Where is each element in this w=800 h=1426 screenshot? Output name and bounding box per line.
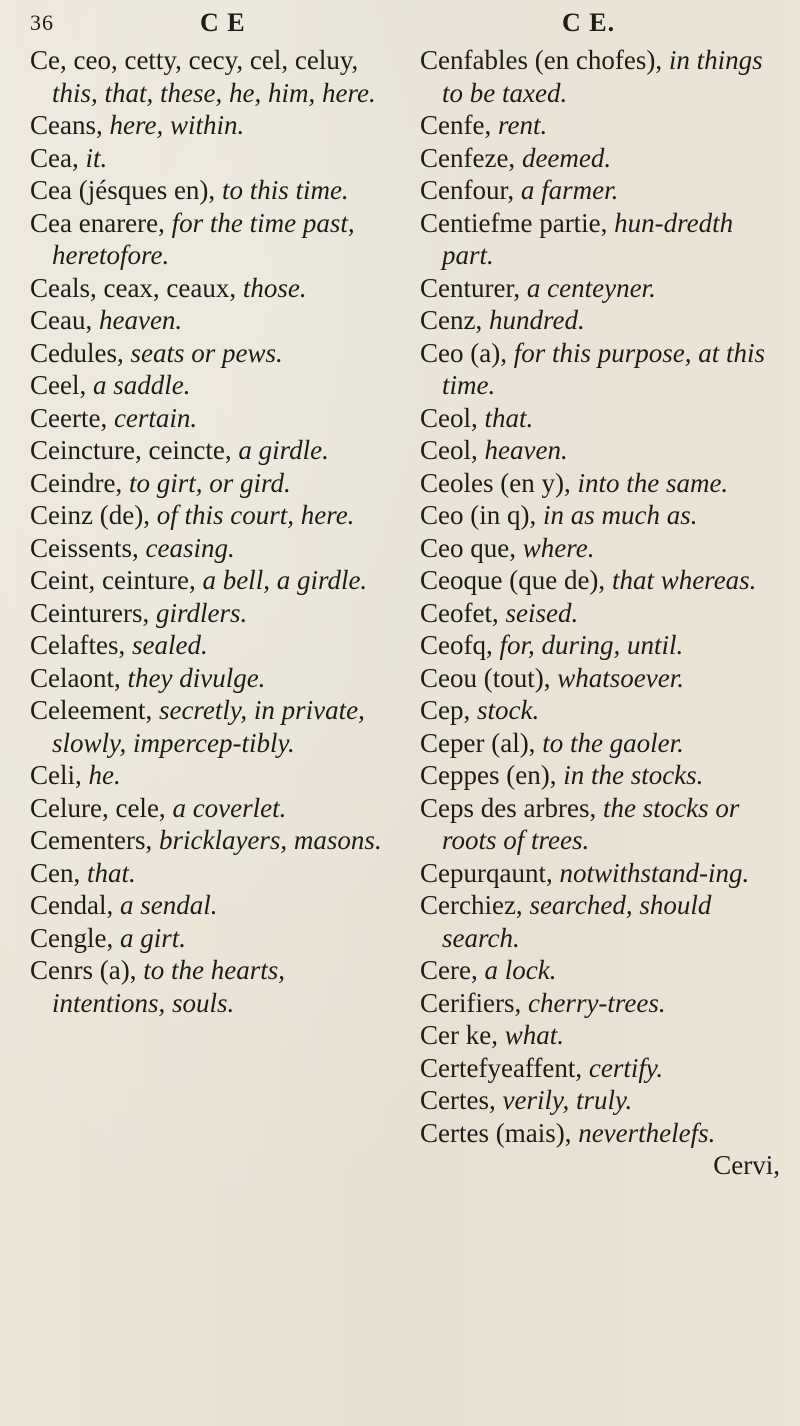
dictionary-entry	[420, 434, 790, 467]
entry-term: Ceppes (en),	[420, 760, 557, 790]
entry-term: Cep,	[420, 695, 471, 725]
dictionary-entry	[420, 499, 790, 532]
entry-gloss: where.	[522, 532, 595, 563]
left-column	[30, 44, 400, 1019]
dictionary-entry	[30, 694, 400, 759]
entry-term: Ceinturers,	[30, 597, 150, 628]
dictionary-entry	[420, 889, 790, 954]
entry-gloss: that whereas.	[611, 565, 757, 595]
dictionary-entry	[30, 564, 400, 597]
dictionary-entry	[420, 954, 790, 987]
dictionary-entry	[420, 532, 790, 565]
entry-gloss: that.	[87, 857, 136, 888]
entry-term: Celi,	[30, 760, 82, 790]
entry-gloss: certify.	[588, 1052, 664, 1083]
entry-term: Cenfables (en chofes),	[420, 45, 663, 75]
dictionary-entry	[420, 857, 790, 890]
entry-term: Ceofq,	[420, 630, 493, 660]
entry-term: Cer ke,	[420, 1020, 498, 1050]
entry-gloss: a saddle.	[92, 370, 191, 400]
entry-term: Cenrs (a),	[30, 955, 137, 985]
entry-term: Cea,	[30, 142, 79, 173]
entry-term: Cementers,	[30, 825, 153, 855]
entry-gloss: ceasing.	[145, 532, 235, 563]
dictionary-entry	[420, 629, 790, 662]
dictionary-entry	[420, 597, 790, 630]
entry-gloss: for the time past, heretofore.	[52, 207, 355, 270]
page-number: 36	[30, 10, 54, 35]
entry-gloss: searched, should search.	[442, 890, 712, 953]
entry-gloss: in the stocks.	[563, 760, 704, 790]
entry-term: Certes (mais),	[420, 1117, 572, 1148]
entry-gloss: those.	[242, 272, 307, 303]
dictionary-entry	[30, 44, 400, 109]
entry-term: Cendal,	[30, 890, 114, 920]
left-running-head: C E	[200, 8, 246, 37]
dictionary-entry	[420, 694, 790, 727]
entry-term: Ceoque (que de),	[420, 565, 606, 595]
entry-term: Cen,	[30, 857, 81, 888]
dictionary-entry	[420, 207, 790, 272]
entry-term: Centiefme partie,	[420, 207, 608, 238]
entry-term: Ceo que,	[420, 532, 516, 563]
entry-gloss: a coverlet.	[172, 792, 287, 823]
dictionary-entry	[30, 597, 400, 630]
dictionary-entry	[30, 662, 400, 695]
entry-gloss: the stocks or roots of trees.	[442, 792, 740, 855]
dictionary-entry	[420, 792, 790, 857]
dictionary-entry	[30, 142, 400, 175]
entry-gloss: seats or pews.	[130, 337, 283, 368]
dictionary-entry	[420, 44, 790, 109]
entry-gloss: neverthelefs.	[578, 1117, 716, 1148]
entry-gloss: hundred.	[488, 305, 585, 335]
entry-gloss: for, during, until.	[499, 630, 684, 660]
entry-term: Cea enarere,	[30, 207, 165, 238]
entry-gloss: this, that, these, he, him, here.	[52, 77, 376, 108]
entry-gloss: that.	[484, 402, 534, 433]
entry-term: Ceals, ceax, ceaux,	[30, 272, 237, 303]
dictionary-entry	[420, 759, 790, 792]
entry-gloss: heaven.	[98, 305, 183, 335]
entry-term: Cenfour,	[420, 175, 515, 205]
entry-gloss: sealed.	[131, 630, 208, 660]
dictionary-entry	[420, 564, 790, 597]
entry-gloss: to the hearts, intentions, souls.	[52, 955, 285, 1018]
entry-gloss: what.	[504, 1020, 564, 1050]
catchword: Cervi,	[713, 1150, 780, 1180]
dictionary-entry	[30, 792, 400, 825]
entry-term: Celaont,	[30, 662, 121, 693]
dictionary-entry	[420, 1019, 790, 1052]
dictionary-entry	[420, 467, 790, 500]
entry-term: Cepurqaunt,	[420, 857, 553, 888]
dictionary-entry	[420, 1052, 790, 1085]
entry-gloss: seised.	[505, 597, 579, 628]
entry-gloss: secretly, in private, slowly, impercep-tibly.	[52, 695, 365, 758]
entry-gloss: a lock.	[484, 955, 557, 985]
entry-term: Cenfe,	[420, 110, 492, 140]
entry-gloss: a farmer.	[520, 175, 619, 205]
dictionary-entry	[420, 337, 790, 402]
right-running-head: C E.	[562, 8, 616, 37]
entry-term: Ce, ceo, cetty, cecy, cel, celuy,	[30, 45, 359, 75]
dictionary-entry	[30, 954, 400, 1019]
entry-gloss: cherry-trees.	[527, 987, 666, 1018]
entry-term: Ceincture, ceincte,	[30, 435, 232, 465]
entry-term: Ceo (in q),	[420, 500, 537, 530]
dictionary-entry	[30, 467, 400, 500]
entry-term: Ceint, ceinture,	[30, 565, 196, 595]
dictionary-entry	[420, 987, 790, 1020]
entry-term: Ceper (al),	[420, 727, 536, 758]
entry-gloss: to the gaoler.	[542, 727, 684, 758]
dictionary-entry	[420, 1117, 790, 1150]
entry-gloss: to this time.	[221, 175, 349, 205]
page-header	[0, 6, 800, 40]
entry-term: Ceerte,	[30, 402, 108, 433]
dictionary-entry	[30, 922, 400, 955]
entry-term: Cerifiers,	[420, 987, 522, 1018]
dictionary-entry	[30, 629, 400, 662]
entry-term: Celaftes,	[30, 630, 126, 660]
entry-term: Cenfeze,	[420, 142, 516, 173]
entry-gloss: to girt, or gird.	[128, 467, 291, 498]
entry-term: Ceinz (de),	[30, 500, 150, 530]
dictionary-entry	[420, 1084, 790, 1117]
entry-gloss: a centeyner.	[526, 272, 656, 303]
dictionary-entry	[420, 727, 790, 760]
entry-gloss: a bell, a girdle.	[202, 565, 368, 595]
dictionary-entry	[420, 142, 790, 175]
entry-term: Ceau,	[30, 305, 93, 335]
entry-gloss: a girt.	[119, 922, 186, 953]
entry-gloss: in things to be taxed.	[442, 45, 763, 108]
dictionary-entry	[420, 272, 790, 305]
entry-gloss: here, within.	[109, 110, 245, 140]
dictionary-entry	[30, 337, 400, 370]
dictionary-entry	[30, 207, 400, 272]
entry-gloss: into the same.	[577, 467, 729, 498]
dictionary-entry	[30, 174, 400, 207]
entry-gloss: whatsoever.	[557, 662, 684, 693]
entry-gloss: in as much as.	[542, 500, 698, 530]
entry-term: Ceol,	[420, 435, 478, 465]
entry-gloss: a sendal.	[119, 890, 218, 920]
entry-term: Cea (jésques en),	[30, 175, 216, 205]
dictionary-entry	[30, 369, 400, 402]
entry-term: Cerchiez,	[420, 890, 523, 920]
entry-gloss: stock.	[477, 695, 540, 725]
entry-gloss: notwithstand-ing.	[559, 857, 750, 888]
entry-term: Ceel,	[30, 370, 87, 400]
entry-term: Ceofet,	[420, 597, 499, 628]
dictionary-entry	[30, 304, 400, 337]
entry-term: Cengle,	[30, 922, 114, 953]
entry-term: Cenz,	[420, 305, 483, 335]
entry-term: Ceps des arbres,	[420, 792, 597, 823]
dictionary-entry	[420, 402, 790, 435]
entry-gloss: a girdle.	[238, 435, 329, 465]
entry-term: Ceissents,	[30, 532, 139, 563]
entry-gloss: hun-dredth part.	[442, 207, 734, 270]
entry-gloss: of this court, here.	[156, 500, 355, 530]
entry-term: Ceans,	[30, 110, 103, 140]
entry-term: Ceo (a),	[420, 337, 507, 368]
entry-term: Celure, cele,	[30, 792, 166, 823]
entry-term: Cedules,	[30, 337, 124, 368]
dictionary-entry	[30, 434, 400, 467]
dictionary-entry	[30, 857, 400, 890]
entry-term: Celeement,	[30, 695, 153, 725]
entry-gloss: certain.	[113, 402, 198, 433]
dictionary-entry	[30, 532, 400, 565]
dictionary-entry	[30, 499, 400, 532]
entry-term: Ceou (tout),	[420, 662, 551, 693]
dictionary-entry	[420, 109, 790, 142]
entry-gloss: verily, truly.	[502, 1085, 633, 1115]
right-column	[420, 44, 790, 1182]
entry-term: Ceoles (en y),	[420, 467, 571, 498]
entry-gloss: it.	[85, 142, 108, 173]
dictionary-entry	[30, 759, 400, 792]
entry-gloss: heaven.	[484, 435, 568, 465]
dictionary-entry	[30, 402, 400, 435]
dictionary-entry	[420, 304, 790, 337]
entry-term: Ceol,	[420, 402, 478, 433]
entry-gloss: they divulge.	[127, 662, 266, 693]
entry-gloss: rent.	[497, 110, 548, 140]
dictionary-entry	[30, 889, 400, 922]
entry-gloss: bricklayers, masons.	[158, 825, 382, 855]
entry-term: Certefyeaffent,	[420, 1052, 583, 1083]
entry-gloss: he.	[88, 760, 121, 790]
dictionary-entry	[30, 272, 400, 305]
dictionary-entry	[30, 824, 400, 857]
entry-gloss: for this purpose, at this time.	[442, 337, 765, 400]
dictionary-entry	[420, 174, 790, 207]
entry-gloss: girdlers.	[155, 597, 248, 628]
entry-term: Ceindre,	[30, 467, 123, 498]
entry-term: Centurer,	[420, 272, 521, 303]
entry-term: Certes,	[420, 1085, 496, 1115]
entry-term: Cere,	[420, 955, 478, 985]
dictionary-entry	[420, 662, 790, 695]
entry-gloss: deemed.	[521, 142, 612, 173]
dictionary-entry	[30, 109, 400, 142]
